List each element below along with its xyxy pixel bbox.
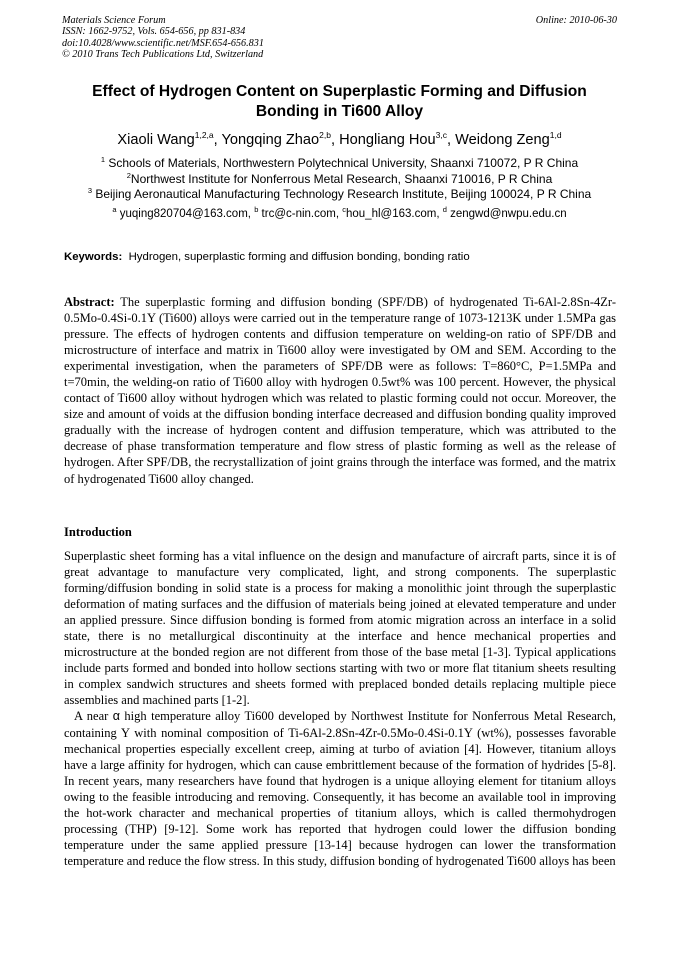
email: $^d$ zengwd@nwpu.edu.cn [442, 205, 567, 220]
journal-name: Materials Science Forum [62, 15, 166, 26]
paper-title: Effect of Hydrogen Content on Superplastic Forming and Diffusion Bonding in Ti600 Alloy [92, 83, 587, 120]
intro-paragraph-1: Superplastic sheet forming has a vital influence on the design and manufacture of aircraft parts, since it is of great advantage to manufacture very complicated, light, and strong components. The superplastic forming/diffusion bonding in solid state is a process for making a monolithic joint through the superplastic deformation of mating surfaces and the diffusion of materials being joined at elevated temperature and under an applied pressure. Since diffusion bonding is formed from atomic migration across an interface in a solid state, there is no metallurgical discontinuity at the interface and hence mechanical properties and microstructure at the bonded region are not different from those of the base metal [1-3]. Typical applications include parts formed and bonded into hollow sections starting with two or more flat titanium sheets resulting in complex sandwich structures and sheets formed with preplaced bonded details replacing multiple piece assemblies and machined parts [1-2]. [64, 549, 616, 708]
abstract-label: Abstract: [64, 295, 115, 309]
affiliation-3: $^3$ Beijing Aeronautical Manufacturing Technology Research Institute, Beijing 100024, P R China [87, 186, 592, 202]
keywords-label: Keywords: [64, 251, 123, 263]
copyright-line: © 2010 Trans Tech Publications Ltd, Switzerland [62, 49, 264, 61]
intro-paragraph-2: A near α high temperature alloy Ti600 developed by Northwest Institute for Nonferrous Metal Research, containing Y with nominal composition of Ti-6Al-2.8Sn-4Zr-0.5Mo-0.4Si-0.1Y (wt%), possesses favorable mechanical properties especially excellent creep, aiming at turbo of aviation [4]. However, titanium alloys have a large affinity for hydrogen, which can cause embrittlement because of the formation of hydrides [5-8]. In recent years, many researchers have found that hydrogen is a unique alloying element for titanium alloys owing to the feasible introducing and removing. Consequently, it has become an available tool in improving the hot-work character and mechanical properties of titanium alloys, which is called thermohydrogen processing (THP) [9-12]. Some work has reported that hydrogen could lower the diffusion bonding temperature under the same applied pressure [13-14] because hydrogen can lower the transformation temperature and reduce the flow stress. In this study, diffusion bonding of hydrogenated Ti600 alloys has been [64, 709, 616, 868]
abstract-text: The superplastic forming and diffusion bonding (SPF/DB) of hydrogenated Ti-6Al-2.8Sn-4Zr-0.5Mo-0.4Si-0.1Y (Ti600) alloys were carried out in the temperature range of 1073-1213K under 1.5MPa gas pressure. The effects of hydrogen contents and diffusion temperature on welding-on ratio of SPF/DB and microstructure of interface and matrix in Ti600 alloy were investigated by OM and SEM. According to the experimental investigation, when the parameters of SPF/DB were as follows: T=860°C, P=1.5MPa and t=70min, the welding-on ratio of Ti600 alloy with hydrogen 0.5wt% was 100 percent. However, the physical contact of Ti600 alloy without hydrogen which was related to plastic forming could not occur. Moreover, the size and amount of voids at the diffusion bonding interface decreased and diffusion bonding quality improved gradually with the increase of hydrogen content and diffusion temperature, which was attributed to the decrease of phase transformation temperature and flow stress of plastic forming as well as the release of hydrogen. After SPF/DB, the recrystallization of joint grains through the interface was formed, and the matrix of hydrogenated Ti600 alloy changed. [64, 295, 616, 486]
issn-line: ISSN: 1662-9752, Vols. 654-656, pp 831-834 [62, 26, 246, 38]
author: Hongliang Hou$^{3,c}$, [339, 130, 456, 148]
journal-header [62, 15, 617, 61]
online-date: Online: 2010-06-30 [535, 15, 617, 26]
author: Xiaoli Wang$^{1,2,a}$, [117, 130, 222, 148]
doi-line: doi:10.4028/www.scientific.net/MSF.654-656.831 [62, 37, 264, 49]
email: $^b$ trc@c-nin.com, [254, 205, 343, 220]
email: $^c$hou_hl@163.com, [342, 205, 443, 220]
affiliation-1: $^1$ Schools of Materials, Northwestern Polytechnical University, Shaanxi 710072, P R China [100, 155, 579, 170]
author: Yongqing Zhao$^{2,b}$, [221, 130, 340, 148]
affiliation-list [62, 156, 617, 203]
email-list [62, 207, 617, 222]
keywords-text: Hydrogen, superplastic forming and diffusion bonding, bonding ratio [122, 251, 470, 263]
alpha-symbol: α [112, 709, 120, 724]
author-list [62, 131, 617, 149]
keywords [64, 250, 616, 265]
author: Weidong Zeng$^{1,d}$ [455, 130, 562, 148]
introduction-heading: Introduction [64, 525, 132, 539]
email: $^a$ yuqing820704@163.com, [112, 205, 255, 220]
abstract [64, 294, 616, 487]
affiliation-2: $^2$Northwest Institute for Nonferrous Metal Research, Shaanxi 710016, P R China [126, 170, 553, 186]
introduction-body [64, 548, 616, 869]
